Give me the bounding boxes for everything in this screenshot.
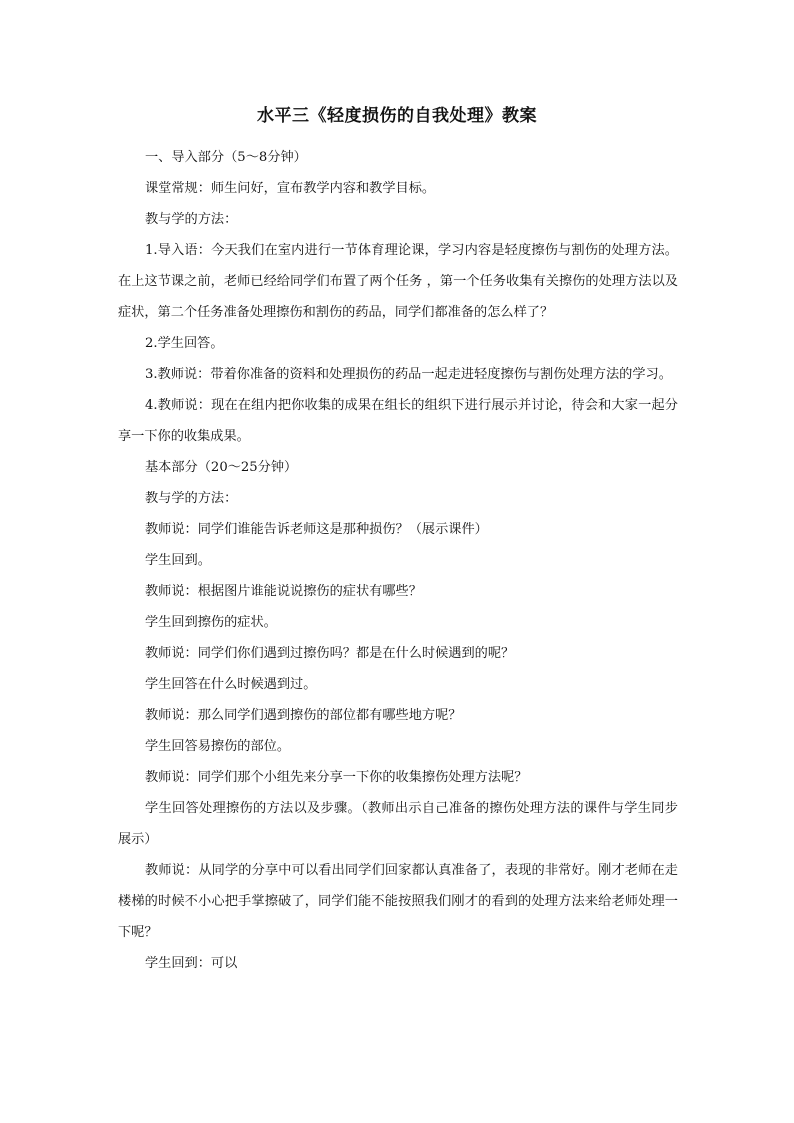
paragraph-dialogue: 教师说：根据图片谁能说说擦伤的症状有哪些？ <box>145 584 422 599</box>
paragraph-dialogue: 教师说：同学们谁能告诉老师这是那种损伤？（展示课件） <box>145 522 488 537</box>
paragraph-class-routine: 课堂常规：师生问好，宣布教学内容和教学目标。 <box>145 181 436 196</box>
document-title: 水平三《轻度损伤的自我处理》教案 <box>257 106 537 126</box>
paragraph-dialogue: 教师说：那么同学们遇到擦伤的部位都有哪些地方呢？ <box>145 708 462 723</box>
section-heading-basic: 基本部分（20～25分钟） <box>145 460 298 475</box>
paragraph-dialogue: 学生回答处理擦伤的方法以及步骤。（教师出示自己准备的擦伤处理方法的课件与学生同步展示） <box>118 801 678 847</box>
paragraph-teacher-says-4: 4.教师说：现在在组内把你收集的成果在组长的组织下进行展示并讨论，待会和大家一起分享一下你的收集成果。 <box>118 398 678 444</box>
paragraph-dialogue: 学生回到擦伤的症状。 <box>145 615 277 630</box>
paragraph-methods-label: 教与学的方法： <box>145 212 238 227</box>
paragraph-dialogue: 学生回答在什么时候遇到过。 <box>145 677 317 692</box>
paragraph-intro-speech: 1.导入语：今天我们在室内进行一节体育理论课，学习内容是轻度擦伤与割伤的处理方法。在上这节课之前，老师已经给同学们布置了两个任务 ，第一个任务收集有关擦伤的处理方法以及症状，第二个任务准备处理擦伤和割伤的药品，同学们都准备的怎么样了？ <box>118 243 678 320</box>
paragraph-dialogue: 教师说：从同学的分享中可以看出同学们回家都认真准备了，表现的非常好。刚才老师在走楼梯的时候不小心把手掌擦破了，同学们能不能按照我们刚才的看到的处理方法来给老师处理一下呢？ <box>118 863 678 940</box>
paragraph-teacher-says-3: 3.教师说：带着你准备的资料和处理损伤的药品一起走进轻度擦伤与割伤处理方法的学习。 <box>145 367 672 382</box>
paragraph-methods-label-2: 教与学的方法： <box>145 491 238 506</box>
paragraph-dialogue: 学生回到：可以 <box>145 956 238 971</box>
document-body <box>118 142 678 979</box>
paragraph-dialogue: 学生回答易擦伤的部位。 <box>145 739 291 754</box>
paragraph-student-answer: 2.学生回答。 <box>145 336 224 351</box>
paragraph-dialogue: 学生回到。 <box>145 553 211 568</box>
paragraph-dialogue: 教师说：同学们那个小组先来分享一下你的收集擦伤处理方法呢？ <box>145 770 528 785</box>
paragraph-dialogue: 教师说：同学们你们遇到过擦伤吗？都是在什么时候遇到的呢？ <box>145 646 515 661</box>
section-heading-intro: 一、导入部分（5～8分钟） <box>145 150 307 165</box>
